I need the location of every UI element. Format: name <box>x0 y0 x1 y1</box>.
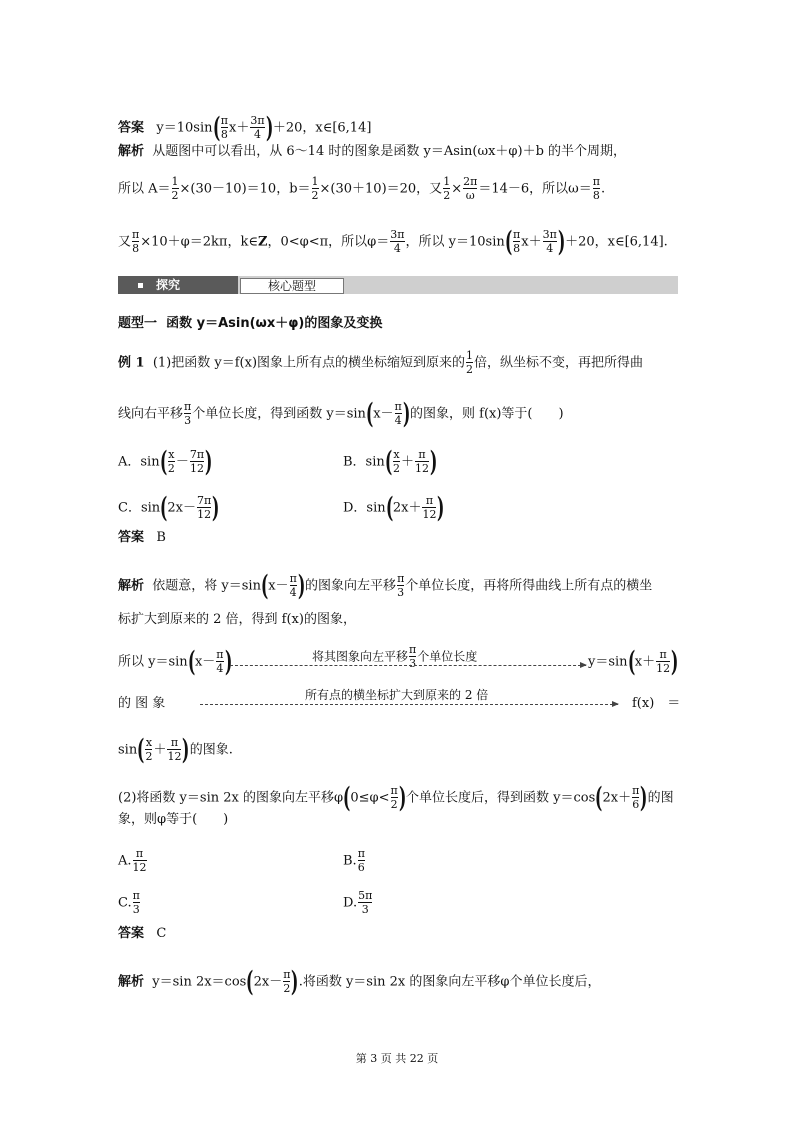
fraction <box>221 115 228 141</box>
den: 2 <box>283 982 291 995</box>
paren: ) <box>640 781 648 814</box>
option2-b[interactable] <box>343 848 366 874</box>
solution1-line3: 所以 y＝sin(x－ $\frac{\pi}{4}$ ) <box>118 645 232 678</box>
arrow-label-2: 所有点的横坐标扩大到原来的 2 倍 <box>305 688 489 702</box>
fraction <box>132 229 139 255</box>
num: x <box>393 448 400 461</box>
paren: ) <box>402 397 411 430</box>
den: 12 <box>656 662 671 675</box>
den: 3 <box>397 586 405 599</box>
fraction <box>167 737 181 763</box>
den: 2 <box>171 189 179 202</box>
option-label: C. <box>118 895 132 911</box>
den: 4 <box>250 127 264 141</box>
fraction <box>513 229 520 255</box>
solution1-line2: 标扩大到原来的 2 倍，得到 f(x)的图象， <box>118 612 356 627</box>
fraction <box>391 785 398 811</box>
num: π <box>397 572 405 585</box>
den: 2 <box>390 798 398 811</box>
num: 3π <box>390 228 405 241</box>
topic-heading <box>118 316 382 332</box>
den: 2 <box>443 189 451 202</box>
fraction <box>133 890 140 916</box>
paren: ( <box>159 445 167 478</box>
text: 个单位长度后，得到函数 y＝cos <box>405 790 596 806</box>
paren: ) <box>671 645 679 678</box>
den: 8 <box>513 242 521 255</box>
num: π <box>216 648 224 661</box>
num: π <box>283 968 291 981</box>
example1-line1 <box>118 350 643 376</box>
num: π <box>132 889 140 902</box>
paren: ) <box>224 645 232 678</box>
paren: ) <box>182 733 190 766</box>
fraction <box>216 649 223 675</box>
text: 2x＋ <box>602 790 632 806</box>
paren: ( <box>160 491 168 524</box>
option2-a[interactable] <box>118 848 148 874</box>
paren: ( <box>343 781 351 814</box>
paren: ( <box>212 111 220 144</box>
fraction <box>250 115 264 141</box>
paren: ( <box>260 569 269 602</box>
answer-value: B <box>156 530 166 545</box>
option-b[interactable]: B．sin( $\frac{x}{2}$ ＋ $\frac{\pi}{12}$ ) <box>343 445 438 478</box>
solution1-line5: sin( $\frac{x}{2}$ ＋ $\frac{\pi}{12}$ )的图象. <box>118 733 233 766</box>
paren: ( <box>385 491 393 524</box>
text: ×(30－10)＝10，b＝ <box>179 181 311 197</box>
solution1-line4-result: f(x) ＝ <box>632 696 681 711</box>
num: 3π <box>250 114 265 127</box>
banner-dark <box>118 276 238 294</box>
den: 4 <box>216 662 224 675</box>
page-footer: 第 3 页 共 22 页 <box>355 1052 439 1065</box>
num: π <box>592 175 600 188</box>
option-label: D. <box>343 895 358 911</box>
text: 个单位长度 <box>417 649 478 664</box>
paren: ( <box>137 733 145 766</box>
fraction <box>395 401 402 427</box>
den: 4 <box>289 586 297 599</box>
text: 所以 A＝ <box>118 181 171 197</box>
den: 3 <box>132 903 140 916</box>
text: 线向右平移 <box>118 406 184 422</box>
den: 12 <box>167 750 182 763</box>
paren: ) <box>205 445 213 478</box>
text: 的图象. <box>189 742 233 758</box>
fraction <box>463 176 477 202</box>
paren: ) <box>430 445 438 478</box>
text: 0≤φ< <box>350 790 390 806</box>
banner-left-text: 探究 <box>156 278 181 292</box>
num: 7π <box>189 448 205 461</box>
text: 倍，纵坐标不变，再把所得曲 <box>474 355 644 371</box>
section-banner <box>118 276 678 294</box>
num: x <box>168 448 175 461</box>
den: 6 <box>632 798 640 811</box>
den: 2 <box>466 363 474 376</box>
text: 的图 <box>647 790 674 806</box>
num: 1 <box>466 349 474 362</box>
text: 2x－ <box>253 974 283 990</box>
analysis-label: 解析 <box>118 974 145 990</box>
num: 7π <box>197 494 212 507</box>
fraction <box>632 785 639 811</box>
topic-text: 函数 y＝Asin(ωx＋φ)的图象及变换 <box>166 316 383 331</box>
paren: ( <box>246 965 254 998</box>
text: 依题意，将 y＝sin <box>152 578 261 594</box>
transform-arrow-1 <box>230 665 586 666</box>
fraction <box>172 176 179 202</box>
num: π <box>357 847 365 860</box>
text: ＋20，x∈[6,14]. <box>565 234 668 250</box>
den: 6 <box>357 861 365 874</box>
den: 12 <box>422 508 437 521</box>
num: π <box>394 400 402 413</box>
solution1-line3-result: y＝sin(x＋ $\frac{\pi}{12}$ ) <box>588 645 679 678</box>
answer-2 <box>118 926 166 942</box>
square-bullet-icon <box>138 283 143 288</box>
num: 2π <box>463 175 478 188</box>
num: 1 <box>443 175 451 188</box>
num: 3π <box>542 228 557 241</box>
num: π <box>659 648 667 661</box>
transform-arrow-2 <box>200 704 618 705</box>
text: 个单位长度，再将所得曲线上所有点的横坐 <box>405 578 653 594</box>
text: 又 <box>118 234 132 250</box>
solution1-line1 <box>118 569 653 602</box>
num: π <box>132 228 140 241</box>
num: π <box>135 847 144 860</box>
den: 2 <box>167 462 175 475</box>
num: 1 <box>171 175 179 188</box>
text: 的图象，则 f(x)等于( ) <box>410 406 564 422</box>
text: × <box>451 181 463 197</box>
den: 2 <box>393 462 401 475</box>
den: 2 <box>145 750 153 763</box>
text: x－ <box>373 406 394 422</box>
num: π <box>184 400 192 413</box>
paren: ) <box>437 491 445 524</box>
fraction <box>190 449 204 475</box>
text: (1)把函数 y＝f(x)图象上所有点的横坐标缩短到原来的 <box>152 355 466 371</box>
num: π <box>409 643 417 656</box>
num: π <box>632 784 640 797</box>
den: 8 <box>220 128 228 141</box>
num: π <box>425 494 434 507</box>
example2-line2: 象，则φ等于( ) <box>118 812 229 827</box>
set-z: Z <box>257 234 268 250</box>
den: 12 <box>132 861 147 874</box>
fraction <box>390 229 404 255</box>
option-label: B．sin <box>343 454 385 470</box>
paren: ( <box>504 225 513 258</box>
fraction <box>283 969 290 995</box>
den: 3 <box>409 657 417 670</box>
option-label: B. <box>343 853 357 869</box>
text: ＝14－6，所以ω＝ <box>478 181 592 197</box>
option2-d[interactable] <box>343 890 373 916</box>
den: 4 <box>390 241 404 255</box>
paren: ) <box>557 225 566 258</box>
text: x－ <box>268 578 289 594</box>
analysis-line-1 <box>118 144 626 160</box>
text: ，所以 y＝10sin <box>405 234 505 250</box>
option-label: D．sin <box>343 500 386 516</box>
num: π <box>170 736 179 749</box>
text: 的图象向左平移 <box>305 578 397 594</box>
num: π <box>220 114 228 127</box>
option-label: A．sin <box>118 454 160 470</box>
fraction <box>415 449 429 475</box>
text: ，0<φ<π，所以φ＝ <box>267 234 390 250</box>
fraction <box>197 495 211 521</box>
paren: ) <box>212 491 220 524</box>
fraction <box>593 176 600 202</box>
answer-label: 答案 <box>118 120 145 136</box>
num: 1 <box>311 175 319 188</box>
text: 将其图象向左平移 <box>312 649 409 664</box>
den: ω <box>463 188 477 202</box>
paren: ( <box>595 781 603 814</box>
num: x <box>145 736 153 749</box>
example-label: 例 1 <box>118 355 145 371</box>
answer-text: x＋ <box>229 120 250 136</box>
num: π <box>289 572 297 585</box>
text: (2)将函数 y＝sin 2x 的图象向左平移φ <box>118 790 344 806</box>
paren: ) <box>398 781 407 814</box>
fraction <box>358 848 365 874</box>
arrow-label-1 <box>312 644 477 670</box>
den: 3 <box>358 902 372 916</box>
option-label: C．sin <box>118 500 161 516</box>
answer-label: 答案 <box>118 530 145 545</box>
answer-value: C <box>156 926 167 941</box>
text: y＝sin <box>588 654 628 670</box>
den: 12 <box>189 462 204 475</box>
text: x＋ <box>521 234 542 250</box>
analysis-line-2: 所以 A＝ $\frac{1}{2}$ ×(30－10)＝10，b＝ $\frac{1}{2}$ ×(30＋10)＝20，又 $\frac{1}{2}$ × $\frac{2\pi}{\omega}$ ＝14－6，所以ω＝ $\frac{\pi}{8}$ . <box>118 175 606 202</box>
den: 12 <box>415 462 430 475</box>
fraction <box>145 737 152 763</box>
fraction <box>397 573 404 599</box>
analysis-label: 解析 <box>118 144 145 159</box>
text: ×(30＋10)＝20，又 <box>319 181 443 197</box>
fraction <box>184 401 191 427</box>
den: 4 <box>543 241 557 255</box>
fraction <box>466 350 473 376</box>
paren: ) <box>291 965 299 998</box>
answer-1 <box>118 530 166 546</box>
paren: ( <box>627 645 635 678</box>
banner-light: 核心题型 <box>240 278 344 294</box>
text: 所以 y＝sin <box>118 654 188 670</box>
den: 8 <box>132 242 140 255</box>
text: y＝sin 2x＝cos <box>152 974 247 990</box>
paren: ( <box>365 397 374 430</box>
text: 个单位长度，得到函数 y＝sin <box>192 406 366 422</box>
text: .将函数 y＝sin 2x 的图象向左平移φ个单位长度后， <box>298 974 601 990</box>
text: ×10＋φ＝2kπ，k∈ <box>140 234 258 250</box>
den: 4 <box>394 414 402 427</box>
fraction <box>133 848 147 874</box>
paren: ( <box>384 445 393 478</box>
fraction <box>409 644 416 670</box>
fraction <box>358 890 372 916</box>
fraction <box>393 449 400 475</box>
num: π <box>513 228 521 241</box>
fraction <box>422 495 436 521</box>
analysis-line-3 <box>118 225 668 258</box>
num: 5π <box>358 889 373 902</box>
den: 12 <box>197 508 212 521</box>
paren: ) <box>297 569 306 602</box>
answer-text: y＝10sin <box>156 120 213 136</box>
solution2-line1 <box>118 965 601 998</box>
fraction <box>312 176 319 202</box>
option-d[interactable]: D．sin(2x＋ $\frac{\pi}{12}$ ) <box>343 491 445 524</box>
paren: ( <box>187 645 195 678</box>
fraction <box>443 176 450 202</box>
analysis-text: 从题图中可以看出，从 6～14 时的图象是函数 y＝Asin(ωx＋φ)＋b 的半个周期， <box>152 144 627 159</box>
example2-line1 <box>118 781 674 814</box>
solution1-line4: 的 图 象 <box>118 696 166 711</box>
text: sin <box>118 742 138 758</box>
num: π <box>390 784 398 797</box>
top-answer <box>118 111 372 144</box>
fraction <box>656 649 670 675</box>
den: 3 <box>184 414 192 427</box>
fraction <box>168 449 175 475</box>
option-a[interactable]: A．sin( $\frac{x}{2}$ － $\frac{7\pi}{12}$ ) <box>118 445 213 478</box>
example1-line2 <box>118 397 564 430</box>
paren: ) <box>265 111 273 144</box>
fraction <box>290 573 297 599</box>
topic-label: 题型一 <box>118 316 158 331</box>
answer-text: ＋20，x∈[6,14] <box>272 120 372 136</box>
den: 8 <box>592 189 600 202</box>
num: π <box>418 448 426 461</box>
answer-label: 答案 <box>118 926 145 941</box>
fraction <box>543 229 557 255</box>
option2-c[interactable] <box>118 890 141 916</box>
analysis-label: 解析 <box>118 578 145 594</box>
option-c[interactable]: C．sin(2x－ $\frac{7\pi}{12}$ ) <box>118 491 220 524</box>
option-label: A. <box>118 853 132 869</box>
den: 2 <box>311 189 319 202</box>
